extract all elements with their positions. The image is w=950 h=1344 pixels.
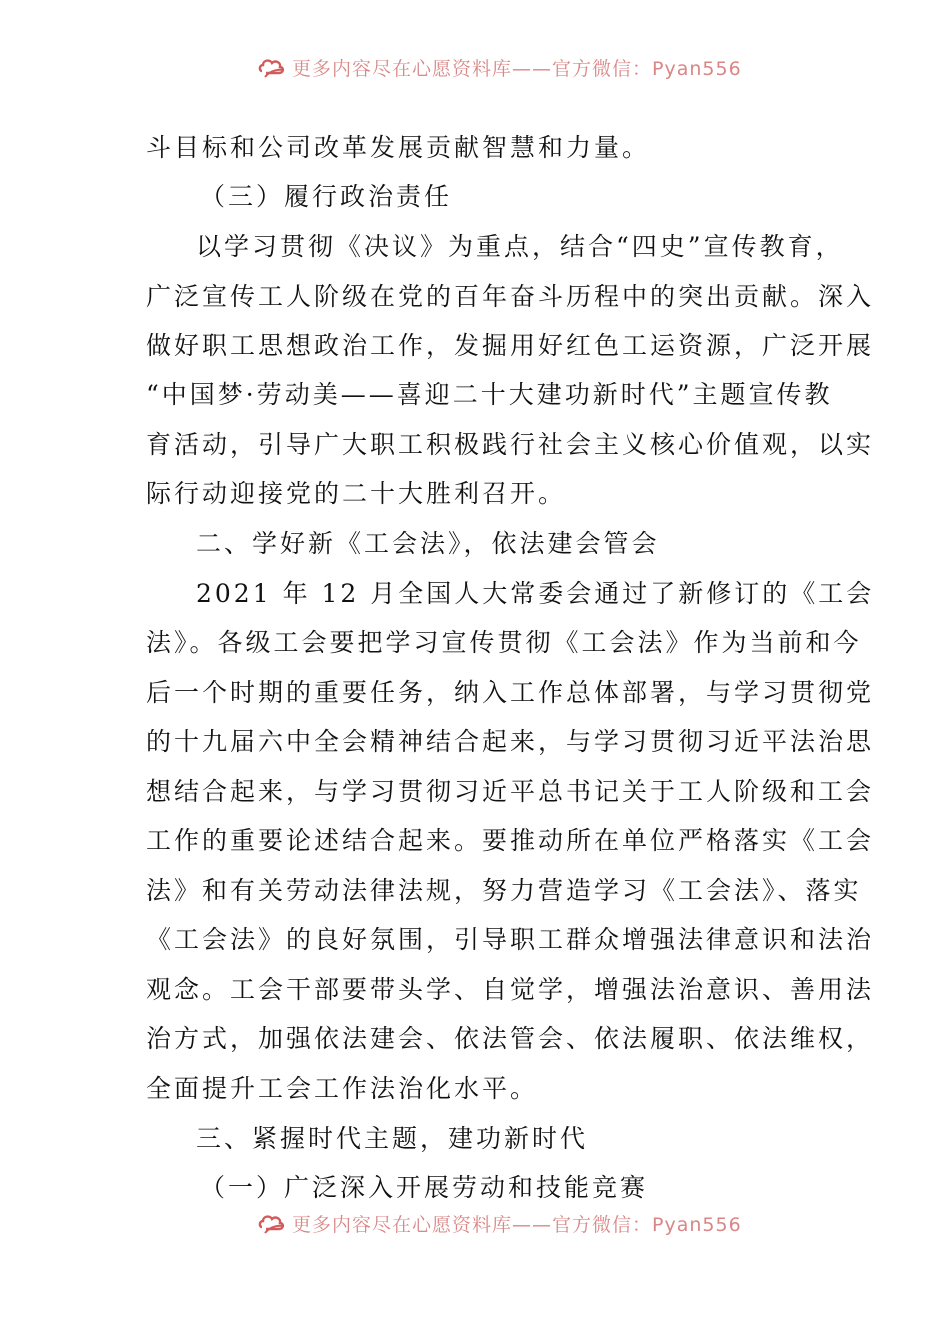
subsection-heading: （三）履行政治责任 <box>200 182 453 211</box>
body-line: 法》和有关劳动法律法规，努力营造学习《工会法》、落实 <box>146 876 862 905</box>
body-line: 际行动迎接党的二十大胜利召开。 <box>146 479 567 508</box>
body-line: 育活动，引导广大职工积极践行社会主义核心价值观，以实 <box>146 430 875 459</box>
paragraph-first-line: 2021 年 12 月全国人大常委会通过了新修订的《工会 <box>196 579 875 608</box>
footer-watermark <box>258 1208 742 1238</box>
body-line: 的十九届六中全会精神结合起来，与学习贯彻习近平法治思 <box>146 727 875 756</box>
header-watermark <box>258 52 742 82</box>
body-line: 全面提升工会工作法治化水平。 <box>146 1074 539 1103</box>
body-line: 治方式，加强依法建会、依法管会、依法履职、依法维权， <box>146 1024 875 1053</box>
body-line: 做好职工思想政治工作，发掘用好红色工运资源，广泛开展 <box>146 331 875 360</box>
section-heading: 二、学好新《工会法》，依法建会管会 <box>196 529 660 558</box>
body-line: 《工会法》的良好氛围，引导职工群众增强法律意识和法治 <box>146 925 875 954</box>
watermark-text: 更多内容尽在心愿资料库——官方微信：Pyan556 <box>292 1213 742 1236</box>
cloud-logo-icon <box>258 1211 286 1235</box>
body-line: 后一个时期的重要任务，纳入工作总体部署，与学习贯彻党 <box>146 678 875 707</box>
cloud-logo-icon <box>258 55 286 79</box>
body-line: 想结合起来，与学习贯彻习近平总书记关于工人阶级和工会 <box>146 777 875 806</box>
body-line: 工作的重要论述结合起来。要推动所在单位严格落实《工会 <box>146 826 875 855</box>
body-line: 法》。各级工会要把学习宣传贯彻《工会法》作为当前和今 <box>146 628 862 657</box>
body-line: 广泛宣传工人阶级在党的百年奋斗历程中的突出贡献。深入 <box>146 282 875 311</box>
paragraph-first-line: 以学习贯彻《决议》为重点，结合“四史”宣传教育， <box>196 232 844 261</box>
body-line: “中国梦·劳动美——喜迎二十大建功新时代”主题宣传教 <box>146 380 833 409</box>
body-line: 斗目标和公司改革发展贡献智慧和力量。 <box>146 133 651 162</box>
subsection-heading: （一）广泛深入开展劳动和技能竞赛 <box>200 1173 649 1202</box>
watermark-text: 更多内容尽在心愿资料库——官方微信：Pyan556 <box>292 57 742 80</box>
body-line: 观念。工会干部要带头学、自觉学，增强法治意识、善用法 <box>146 975 875 1004</box>
section-heading: 三、紧握时代主题，建功新时代 <box>196 1124 589 1153</box>
